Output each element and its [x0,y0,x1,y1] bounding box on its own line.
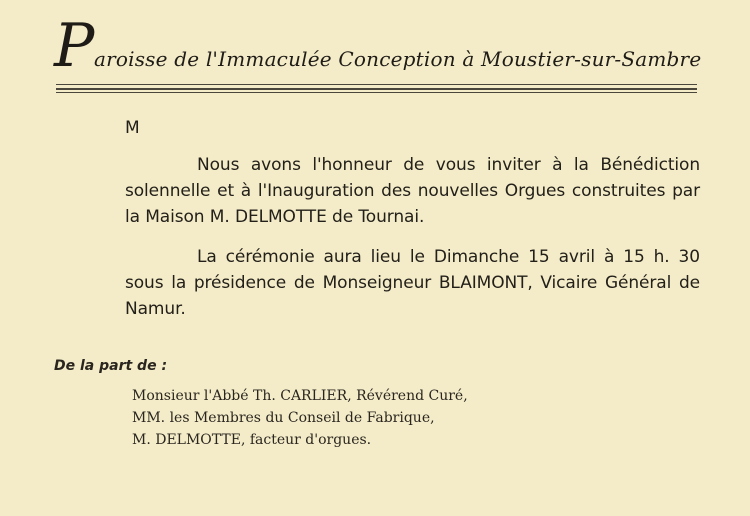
sender-list [132,385,468,451]
parish-title-text: aroisse de l'Immaculée Conception à Moustier-sur-Sambre [94,47,702,71]
sender-line: M. DELMOTTE, facteur d'orgues. [132,432,372,448]
divider-line-top [56,84,697,85]
ceremony-paragraph: La cérémonie aura lieu le Dimanche 15 avril à 15 h. 30 sous la présidence de Monseigneur BLAIMONT, Vicaire Général de Namur. [125,247,700,319]
parish-title-initial: P [54,11,95,81]
sender-line: Monsieur l'Abbé Th. CARLIER, Révérend Curé, [132,388,468,404]
divider-line-bottom [56,92,697,93]
salutation: M [125,118,140,138]
divider-line-middle [56,88,697,90]
parish-title [54,11,714,81]
sender-label: De la part de : [54,358,168,374]
invitation-paragraph: Nous avons l'honneur de vous inviter à la Bénédiction solennelle et à l'Inauguration des nouvelles Orgues construites par la Maison M. DELMOTTE de Tournai. [125,155,700,227]
sender-line: MM. les Membres du Conseil de Fabrique, [132,410,435,426]
